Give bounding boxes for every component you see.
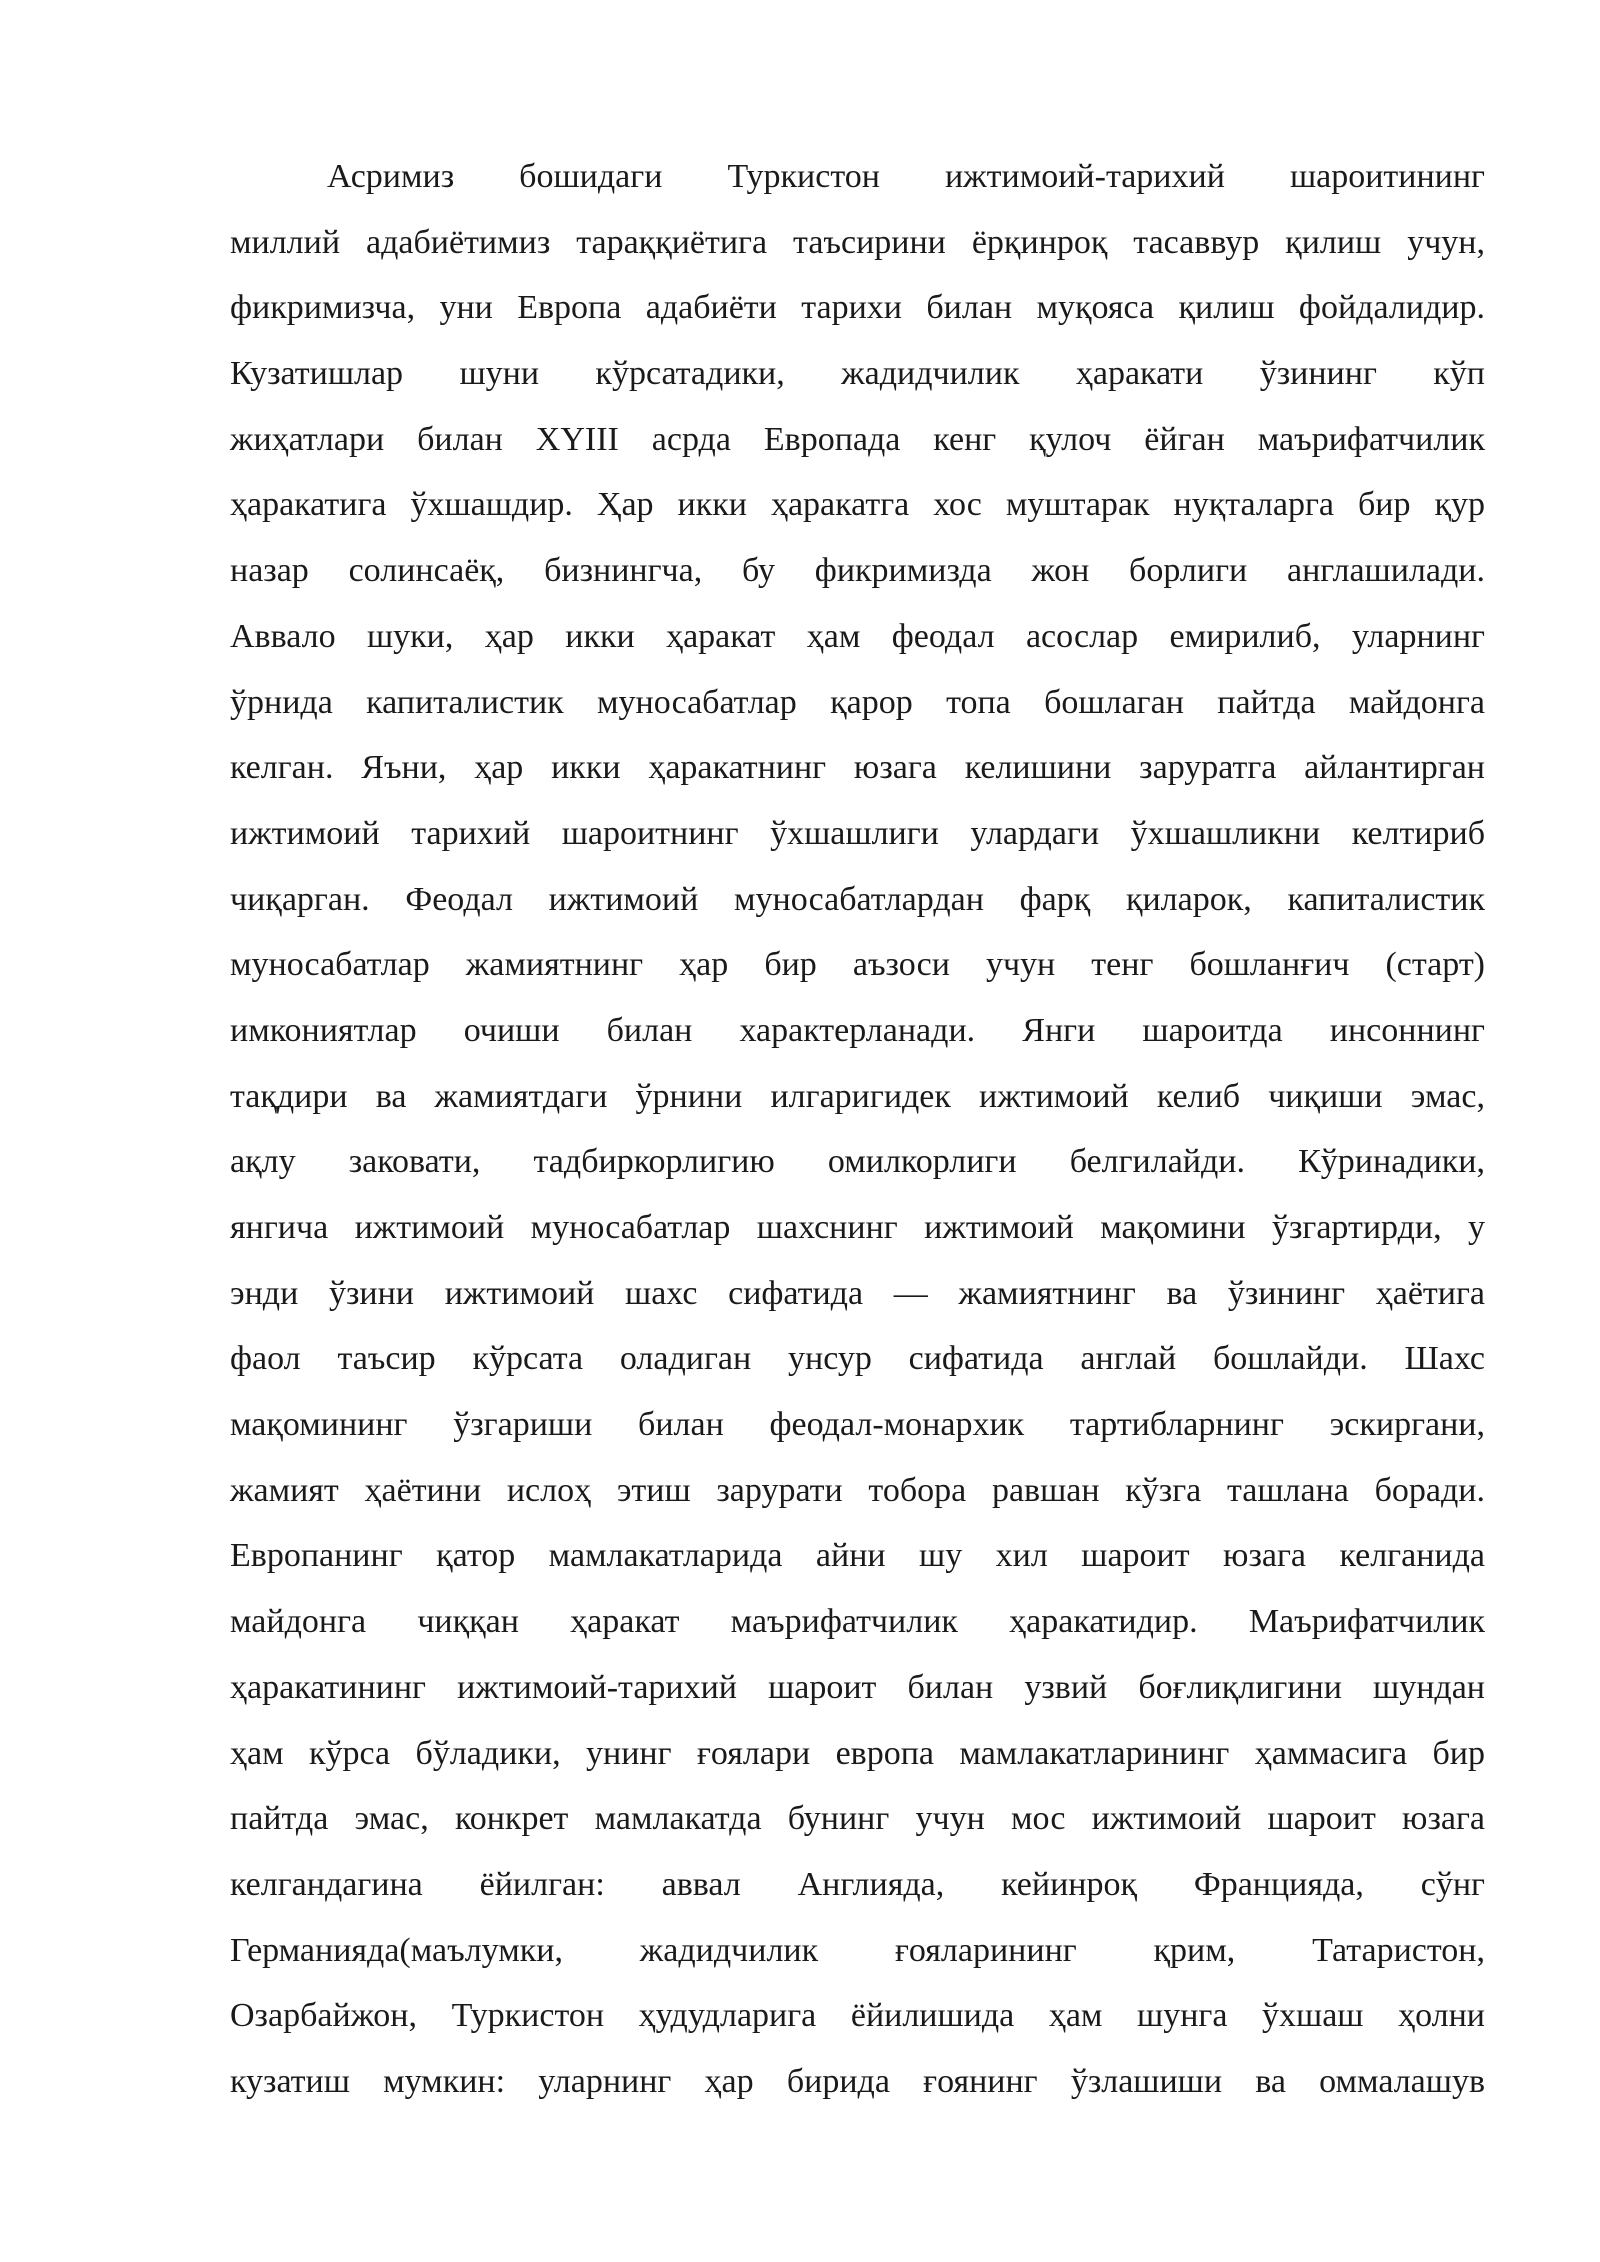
paragraph-first-line: Асримиз бошидаги Туркистон ижтимоий-тарихий шароитининг bbox=[327, 158, 1485, 195]
text-line: Европанинг қатор мамлакатларида айни шу хил шароит юзага келганида bbox=[230, 1537, 1485, 1575]
text-line: келгандагина ёйилган: аввал Англияда, кейинроқ Францияда, сўнг bbox=[230, 1865, 1485, 1903]
text-line: чиқарган. Феодал ижтимоий муносабатлардан фарқ қиларок, капиталистик bbox=[230, 880, 1485, 918]
text-line: Кузатишлар шуни кўрсатадики, жадидчилик ҳаракати ўзининг кўп bbox=[230, 355, 1485, 393]
text-line: кузатиш мумкин: уларнинг ҳар бирида ғоянинг ўзлашиши ва оммалашув bbox=[230, 2062, 1485, 2100]
text-line: ижтимоий тарихий шароитнинг ўхшашлиги улардаги ўхшашликни келтириб bbox=[230, 814, 1485, 852]
text-line: мақомининг ўзгариши билан феодал-монархик тартибларнинг эскиргани, bbox=[230, 1406, 1485, 1444]
body-text bbox=[230, 152, 1485, 2123]
text-line: фаол таъсир кўрсата оладиган унсур сифатида англай бошлайди. Шахс bbox=[230, 1340, 1485, 1378]
text-line: келган. Яъни, ҳар икки ҳаракатнинг юзага келишини заруратга айлантирган bbox=[230, 749, 1485, 787]
text-line: муносабатлар жамиятнинг ҳар бир аъзоси учун тенг бошланғич (старт) bbox=[230, 946, 1485, 984]
text-line: ҳаракатининг ижтимоий-тарихий шароит билан узвий боғлиқлигини шундан bbox=[230, 1668, 1485, 1706]
text-line: ҳам кўрса бўладики, унинг ғоялари европа мамлакатларининг ҳаммасига бир bbox=[230, 1734, 1485, 1772]
text-line: тақдири ва жамиятдаги ўрнини илгаригидек ижтимоий келиб чиқиши эмас, bbox=[230, 1077, 1485, 1115]
text-line: пайтда эмас, конкрет мамлакатда бунинг учун мос ижтимоий шароит юзага bbox=[230, 1800, 1485, 1838]
text-line: миллий адабиётимиз тараққиётига таъсирини ёрқинроқ тасаввур қилиш учун, bbox=[230, 223, 1485, 261]
text-line: янгича ижтимоий муносабатлар шахснинг ижтимоий мақомини ўзгартирди, у bbox=[230, 1209, 1485, 1246]
text-line: фикримизча, уни Европа адабиёти тарихи билан муқояса қилиш фойдалидир. bbox=[230, 289, 1485, 327]
text-line: энди ўзини ижтимоий шахс сифатида — жамиятнинг ва ўзининг ҳаётига bbox=[230, 1274, 1485, 1312]
text-line: ақлу заковати, тадбиркорлигию омилкорлиги белгилайди. Кўринадики, bbox=[230, 1143, 1485, 1181]
text-line: ҳаракатига ўхшашдир. Ҳар икки ҳаракатга хос муштарак нуқталарга бир қур bbox=[230, 486, 1485, 524]
text-line: жиҳатлари билан XYIII асрда Европада кенг қулоч ёйган маърифатчилик bbox=[230, 420, 1485, 458]
text-line: Германияда(маълумки, жадидчилик ғояларининг қрим, Татаристон, bbox=[230, 1931, 1485, 1969]
text-line: майдонга чиққан ҳаракат маърифатчилик ҳаракатидир. Маърифатчилик bbox=[230, 1603, 1485, 1641]
text-line: Озарбайжон, Туркистон ҳудудларига ёйилишида ҳам шунга ўхшаш ҳолни bbox=[230, 1997, 1485, 2035]
text-line: Аввало шуки, ҳар икки ҳаракат ҳам феодал асослар емирилиб, уларнинг bbox=[230, 617, 1485, 655]
text-line: имкониятлар очиши билан характерланади. Янги шароитда инсоннинг bbox=[230, 1011, 1485, 1049]
text-line: жамият ҳаётини ислоҳ этиш зарурати тобора равшан кўзга ташлана боради. bbox=[230, 1471, 1485, 1509]
text-line: назар солинсаёқ, бизнингча, бу фикримизда жон борлиги англашилади. bbox=[230, 552, 1485, 590]
text-line: ўрнида капиталистик муносабатлар қарор топа бошлаган пайтда майдонга bbox=[230, 683, 1485, 721]
